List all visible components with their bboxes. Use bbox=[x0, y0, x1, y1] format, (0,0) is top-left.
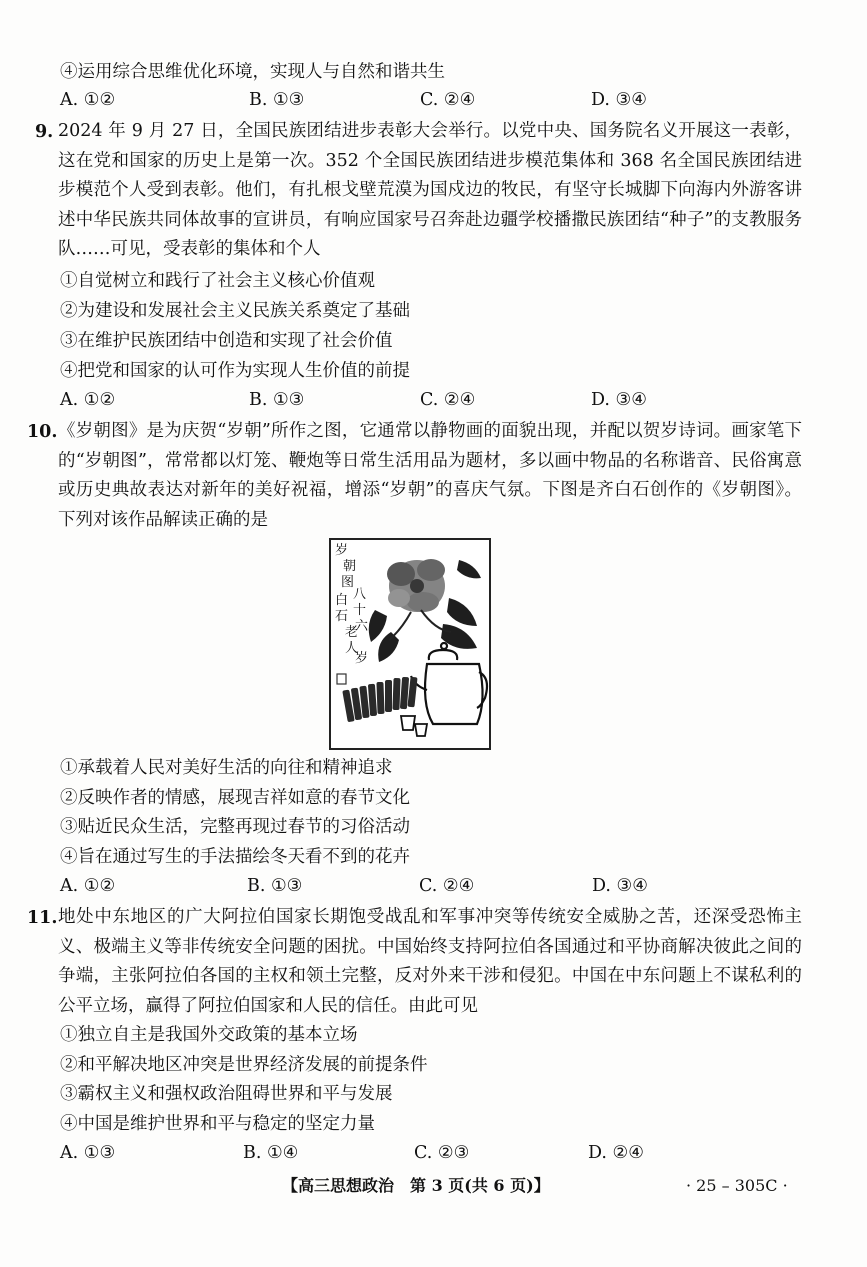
svg-text:六: 六 bbox=[355, 619, 369, 634]
q11-item-4: ④中国是维护世界和平与稳定的坚定力量 bbox=[60, 1114, 375, 1134]
q11-item-1: ①独立自主是我国外交政策的基本立场 bbox=[60, 1025, 358, 1045]
q9-option-a[interactable]: A. ①② bbox=[60, 390, 116, 410]
q11-item-2: ②和平解决地区冲突是世界经济发展的前提条件 bbox=[60, 1055, 428, 1075]
q10-item-2: ②反映作者的情感，展现吉祥如意的春节文化 bbox=[60, 788, 410, 808]
q10-item-1: ①承载着人民对美好生活的向往和精神追求 bbox=[60, 758, 393, 778]
svg-text:岁: 岁 bbox=[355, 651, 369, 666]
q11-option-a[interactable]: A. ①③ bbox=[60, 1143, 116, 1163]
svg-text:老: 老 bbox=[345, 625, 359, 640]
q9-item-1: ①自觉树立和践行了社会主义核心价值观 bbox=[60, 271, 375, 291]
q8-item-4: ④运用综合思维优化环境，实现人与自然和谐共生 bbox=[60, 62, 445, 82]
q11-option-c[interactable]: C. ②③ bbox=[414, 1143, 470, 1163]
q9-item-4: ④把党和国家的认可作为实现人生价值的前提 bbox=[60, 361, 410, 381]
q11-option-b[interactable]: B. ①④ bbox=[243, 1143, 299, 1163]
q11-stem: 地处中东地区的广大阿拉伯国家长期饱受战乱和军事冲突等传统安全威胁之苦，还深受恐怖主义、极端主义等非传统安全问题的困扰。中国始终支持阿拉伯各国通过和平协商解决彼此之间的争端，主张阿拉伯各国的主权和领土完整，反对外来干涉和侵犯。中国在中东问题上不谋私利的公平立场，赢得了阿拉伯国家和人民的信任。由此可见 bbox=[58, 907, 802, 1016]
q11-number: 11. bbox=[27, 908, 58, 928]
painting-illustration bbox=[331, 540, 489, 748]
svg-text:八: 八 bbox=[353, 587, 367, 602]
svg-text:朝: 朝 bbox=[343, 559, 357, 574]
q9-item-2: ②为建设和发展社会主义民族关系奠定了基础 bbox=[60, 301, 410, 321]
page-footer-title: 【高三思想政治 第 3 页(共 6 页)】 bbox=[282, 1176, 550, 1195]
svg-text:石: 石 bbox=[335, 609, 349, 624]
q8-option-c[interactable]: C. ②④ bbox=[420, 90, 476, 110]
q9-option-c[interactable]: C. ②④ bbox=[420, 390, 476, 410]
q10-stem: 《岁朝图》是为庆贺“岁朝”所作之图，它通常以静物画的面貌出现，并配以贺岁诗词。画家笔下的“岁朝图”，常常都以灯笼、鞭炮等日常生活用品为题材，多以画中物品的名称谐音、民俗寓意或历史典故表达对新年的美好祝福，增添“岁朝”的喜庆气氛。下图是齐白石创作的《岁朝图》。下列对该作品解读正确的是 bbox=[58, 421, 802, 530]
q11-item-3: ③霸权主义和强权政治阻碍世界和平与发展 bbox=[60, 1084, 393, 1104]
q10-item-3: ③贴近民众生活，完整再现过春节的习俗活动 bbox=[60, 817, 410, 837]
q11-option-d[interactable]: D. ②④ bbox=[588, 1143, 644, 1163]
q10-option-d[interactable]: D. ③④ bbox=[592, 876, 648, 896]
q10-option-b[interactable]: B. ①③ bbox=[247, 876, 303, 896]
q10-number: 10. bbox=[27, 422, 58, 442]
svg-text:人: 人 bbox=[345, 641, 359, 656]
page-footer-code: · 25 – 305C · bbox=[686, 1176, 788, 1195]
q9-number: 9. bbox=[35, 122, 54, 142]
svg-text:十: 十 bbox=[353, 603, 367, 618]
q10-option-a[interactable]: A. ①② bbox=[60, 876, 116, 896]
q8-option-d[interactable]: D. ③④ bbox=[591, 90, 647, 110]
svg-text:岁: 岁 bbox=[335, 543, 349, 558]
q9-option-d[interactable]: D. ③④ bbox=[591, 390, 647, 410]
q10-option-c[interactable]: C. ②④ bbox=[419, 876, 475, 896]
svg-text:图: 图 bbox=[341, 575, 355, 590]
q10-item-4: ④旨在通过写生的手法描绘冬天看不到的花卉 bbox=[60, 847, 410, 867]
q9-option-b[interactable]: B. ①③ bbox=[249, 390, 305, 410]
q9-item-3: ③在维护民族团结中创造和实现了社会价值 bbox=[60, 331, 393, 351]
q9-stem: 2024 年 9 月 27 日，全国民族团结进步表彰大会举行。以党中央、国务院名义开展这一表彰，这在党和国家的历史上是第一次。352 个全国民族团结进步模范集体和 368 名全国民族团结进步模范个人受到表彰。他们，有扎根戈壁荒漠为国戍边的牧民，有坚守长城脚下向海内外游客讲述中华民族共同体故事的宣讲员，有响应国家号召奔赴边疆学校播撒民族团结“种子”的支教服务队……可见，受表彰的集体和个人 bbox=[58, 121, 802, 259]
svg-text:白: 白 bbox=[335, 593, 349, 608]
q8-option-a[interactable]: A. ①② bbox=[60, 90, 116, 110]
q8-option-b[interactable]: B. ①③ bbox=[249, 90, 305, 110]
sui-chao-painting bbox=[329, 538, 491, 750]
